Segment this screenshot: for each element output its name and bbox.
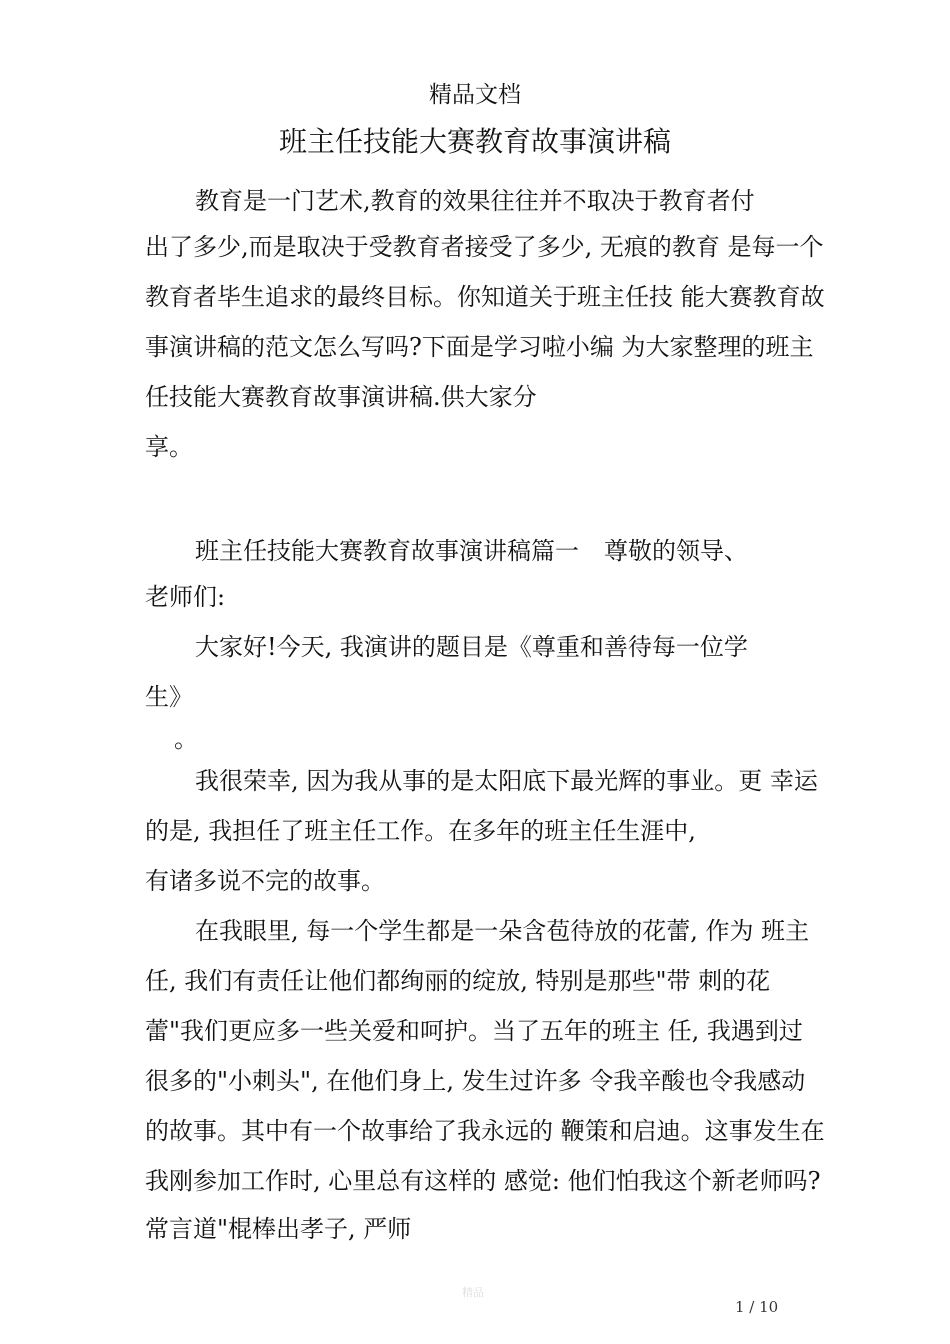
section-heading: 班主任技能大赛教育故事演讲稿篇一	[195, 537, 579, 565]
paragraph-line: 蕾"我们更应多一些关爱和呵护。当了五年的班主 任, 我遇到过	[145, 1017, 803, 1045]
paragraph-line: 很多的"小刺头", 在他们身上, 发生过许多 令我辛酸也令我感动	[145, 1067, 806, 1095]
paragraph-line: 事演讲稿的范文怎么写吗?下面是学习啦小编 为大家整理的班主	[145, 333, 814, 361]
paragraph-line: 教育者毕生追求的最终目标。你知道关于班主任技 能大赛教育故	[145, 283, 825, 311]
paragraph-line: 在我眼里, 每一个学生都是一朵含苞待放的花蕾, 作为 班主	[195, 917, 810, 945]
salutation: 尊敬的领导、	[604, 537, 748, 565]
paragraph-line: 生》	[145, 683, 193, 711]
paragraph-line: 常言道"棍棒出孝子, 严师	[145, 1215, 412, 1243]
document-title: 班主任技能大赛教育故事演讲稿	[278, 125, 671, 158]
paragraph-line: 我很荣幸, 因为我从事的是太阳底下最光辉的事业。更 幸运	[195, 767, 818, 795]
paragraph-line: 享。	[145, 433, 193, 461]
paragraph-line: 的是, 我担任了班主任工作。在多年的班主任生涯中,	[145, 817, 696, 845]
page-header: 精品文档	[429, 82, 521, 108]
page-indicator: 1 / 10	[735, 1298, 779, 1316]
paragraph-line: 老师们:	[145, 583, 226, 611]
paragraph-line: 任, 我们有责任让他们都绚丽的绽放, 特别是那些"带 刺的花	[145, 967, 771, 995]
paragraph-line: 我刚参加工作时, 心里总有这样的 感觉: 他们怕我这个新老师吗?	[145, 1167, 821, 1195]
paragraph-line: 有诸多说不完的故事。	[145, 867, 385, 895]
watermark: 精品	[462, 1286, 484, 1299]
paragraph-line: 。	[174, 725, 198, 753]
paragraph-line: 的故事。其中有一个故事给了我永远的 鞭策和启迪。这事发生在	[145, 1117, 825, 1145]
paragraph-line: 出了多少,而是取决于受教育者接受了多少, 无痕的教育 是每一个	[145, 233, 824, 261]
paragraph-line: 大家好!今天, 我演讲的题目是《尊重和善待每一位学	[195, 633, 748, 661]
paragraph-line: 任技能大赛教育故事演讲稿.供大家分	[145, 383, 537, 411]
paragraph-line: 教育是一门艺术,教育的效果往往并不取决于教育者付	[195, 187, 755, 215]
